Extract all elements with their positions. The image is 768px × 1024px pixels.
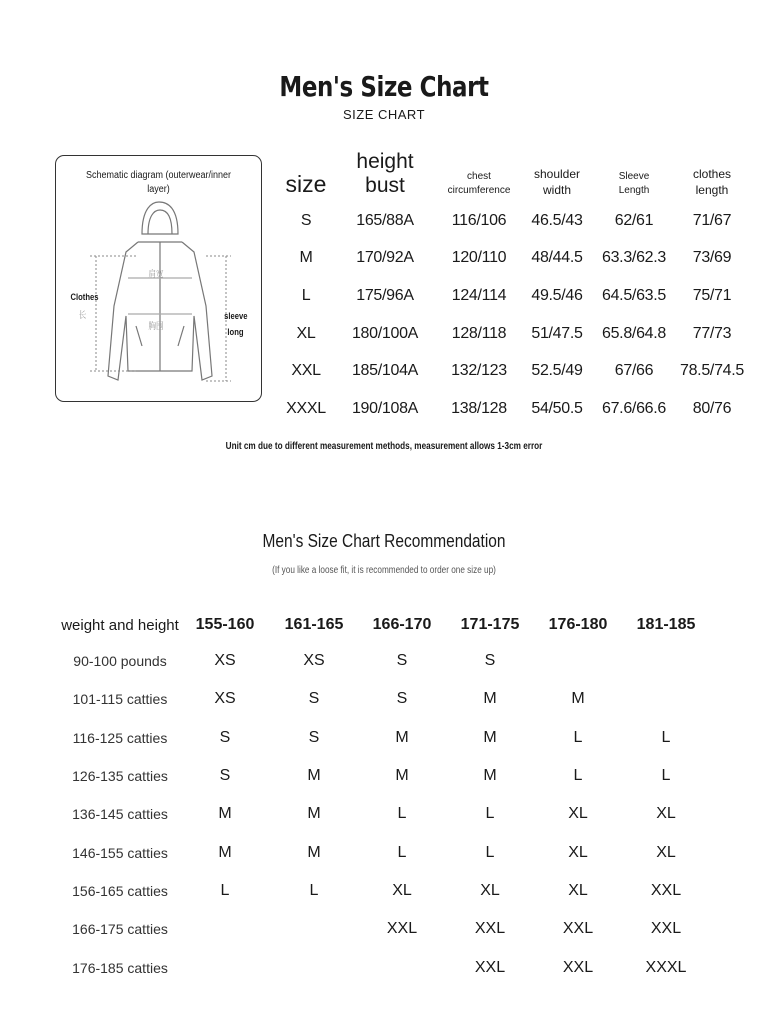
rec-size-cell: XL xyxy=(568,881,588,899)
rec-size-cell: M xyxy=(218,805,232,823)
size-label-cell: XL xyxy=(296,324,316,342)
size-value-cell: 46.5/43 xyxy=(531,211,583,229)
rec-weight-cell: 176-185 catties xyxy=(72,959,168,976)
rec-size-cell: XL xyxy=(656,805,676,823)
size-table xyxy=(280,150,750,428)
rec-size-cell: S xyxy=(396,690,408,708)
rec-header-height: 166-170 xyxy=(372,616,432,633)
size-value-cell: 80/76 xyxy=(692,399,732,417)
header-clothes-length: clothes length xyxy=(692,167,732,197)
rec-size-cell xyxy=(180,910,270,948)
rec-row xyxy=(60,642,710,680)
rec-size-cell: L xyxy=(220,881,230,899)
rec-size-cell: XS xyxy=(303,652,325,670)
rec-size-cell: XXL xyxy=(650,881,682,899)
rec-row xyxy=(60,757,710,795)
rec-size-cell xyxy=(534,642,622,680)
rec-size-cell: M xyxy=(307,805,321,823)
rec-size-cell: S xyxy=(219,728,231,746)
rec-size-cell: M xyxy=(483,767,497,785)
rec-row xyxy=(60,795,710,833)
rec-header-height: 161-165 xyxy=(284,616,344,633)
rec-row xyxy=(60,680,710,718)
rec-size-cell: S xyxy=(219,767,231,785)
size-row xyxy=(280,277,750,315)
rec-size-cell: M xyxy=(307,767,321,785)
label-shoulder-cn: 肩宽 xyxy=(148,269,164,279)
label-clothes-cn: 长 xyxy=(78,310,87,320)
header-height-bust: height bust xyxy=(356,150,414,197)
size-value-cell: 180/100A xyxy=(351,324,419,342)
rec-size-cell: XXL xyxy=(386,920,418,938)
rec-weight-cell: 101-115 catties xyxy=(72,691,168,708)
rec-size-cell: XXXL xyxy=(645,958,687,976)
diagram-caption: Schematic diagram (outerwear/inner layer) xyxy=(85,170,232,195)
size-value-cell: 132/123 xyxy=(451,362,507,380)
recommendation-note: (If you like a loose fit, it is recommended to order one size up) xyxy=(272,565,496,576)
header-chest: chest circumference xyxy=(447,171,511,196)
size-row xyxy=(280,390,750,428)
size-value-cell: 190/108A xyxy=(351,399,419,417)
size-value-cell: 63.3/62.3 xyxy=(601,249,667,267)
rec-row xyxy=(60,872,710,910)
rec-header-height: 176-180 xyxy=(548,616,608,633)
label-chest-cn: 胸围 xyxy=(148,321,164,331)
rec-size-cell: XL xyxy=(392,881,412,899)
rec-size-cell: XL xyxy=(568,805,588,823)
rec-size-cell: XXL xyxy=(474,958,506,976)
size-value-cell: 51/47.5 xyxy=(531,324,583,342)
size-label-cell: XXXL xyxy=(286,399,326,417)
size-value-cell: 75/71 xyxy=(692,286,732,304)
rec-size-cell: S xyxy=(308,690,320,708)
label-clothes: Clothes xyxy=(70,292,99,302)
rec-header-height: 181-185 xyxy=(636,616,696,633)
size-value-cell: 170/92A xyxy=(356,249,414,267)
rec-weight-cell: 116-125 catties xyxy=(72,729,168,746)
header-size: size xyxy=(285,171,327,197)
size-value-cell: 54/50.5 xyxy=(531,399,583,417)
rec-size-cell: L xyxy=(485,843,495,861)
label-long: long xyxy=(227,327,244,337)
rec-size-cell: XXL xyxy=(474,920,506,938)
header-sleeve: Sleeve Length xyxy=(618,171,650,196)
schematic-diagram-box xyxy=(55,155,262,402)
size-value-cell: 62/61 xyxy=(614,211,654,229)
size-row xyxy=(280,352,750,390)
size-value-cell: 71/67 xyxy=(692,211,732,229)
size-value-cell: 185/104A xyxy=(351,362,419,380)
size-value-cell: 124/114 xyxy=(451,286,507,304)
rec-row xyxy=(60,833,710,871)
rec-size-cell: M xyxy=(483,690,497,708)
measurement-note: Unit cm due to different measurement methods, measurement allows 1-3cm error xyxy=(225,441,543,452)
rec-size-cell: M xyxy=(395,728,409,746)
size-value-cell: 120/110 xyxy=(451,249,507,267)
rec-size-cell: S xyxy=(484,652,496,670)
size-value-cell: 67/66 xyxy=(614,362,654,380)
rec-size-cell: L xyxy=(661,767,671,785)
rec-size-cell: L xyxy=(485,805,495,823)
label-sleeve: sleeve xyxy=(224,311,248,321)
rec-size-cell xyxy=(270,910,358,948)
size-value-cell: 116/106 xyxy=(451,211,507,229)
rec-size-cell: XS xyxy=(214,652,236,670)
rec-size-cell: L xyxy=(661,728,671,746)
size-value-cell: 48/44.5 xyxy=(531,249,583,267)
rec-size-cell xyxy=(622,680,710,718)
rec-row xyxy=(60,910,710,948)
rec-header-height: 171-175 xyxy=(460,616,520,633)
rec-weight-cell: 166-175 catties xyxy=(72,921,168,938)
rec-size-cell xyxy=(622,642,710,680)
size-row xyxy=(280,240,750,278)
size-row xyxy=(280,202,750,240)
rec-size-cell: M xyxy=(571,690,585,708)
size-value-cell: 138/128 xyxy=(451,399,507,417)
size-value-cell: 175/96A xyxy=(356,286,414,304)
rec-size-cell: L xyxy=(573,728,583,746)
rec-size-cell: S xyxy=(396,652,408,670)
rec-row xyxy=(60,948,710,986)
rec-size-cell: XXL xyxy=(562,958,594,976)
rec-size-cell: XL xyxy=(656,843,676,861)
size-value-cell: 77/73 xyxy=(692,324,732,342)
size-value-cell: 67.6/66.6 xyxy=(601,399,667,417)
rec-size-cell xyxy=(180,948,270,986)
rec-size-cell: XL xyxy=(568,843,588,861)
rec-header-label: weight and height xyxy=(61,616,179,634)
size-value-cell: 165/88A xyxy=(356,211,414,229)
rec-size-cell: L xyxy=(397,805,407,823)
size-value-cell: 64.5/63.5 xyxy=(601,286,667,304)
rec-size-cell: XXL xyxy=(650,920,682,938)
size-label-cell: M xyxy=(299,249,313,267)
rec-size-cell: XL xyxy=(480,881,500,899)
rec-size-cell: L xyxy=(397,843,407,861)
rec-size-cell: M xyxy=(395,767,409,785)
size-label-cell: XXL xyxy=(291,362,321,380)
rec-size-cell: XS xyxy=(214,690,236,708)
rec-size-cell: M xyxy=(307,843,321,861)
recommendation-table xyxy=(60,608,710,987)
size-label-cell: S xyxy=(300,211,312,229)
rec-weight-cell: 90-100 pounds xyxy=(73,653,167,670)
size-value-cell: 49.5/46 xyxy=(531,286,583,304)
rec-weight-cell: 126-135 catties xyxy=(72,768,168,785)
recommendation-title: Men's Size Chart Recommendation xyxy=(262,531,506,551)
rec-size-cell: M xyxy=(483,728,497,746)
rec-size-cell xyxy=(358,948,446,986)
page-title: Men's Size Chart xyxy=(279,70,489,103)
rec-size-cell: M xyxy=(218,843,232,861)
size-value-cell: 128/118 xyxy=(451,324,507,342)
size-label-cell: L xyxy=(301,286,311,304)
size-row xyxy=(280,315,750,353)
rec-weight-cell: 146-155 catties xyxy=(72,844,168,861)
rec-row xyxy=(60,719,710,757)
rec-size-cell: XXL xyxy=(562,920,594,938)
size-value-cell: 78.5/74.5 xyxy=(679,362,745,380)
size-value-cell: 52.5/49 xyxy=(531,362,583,380)
rec-weight-cell: 136-145 catties xyxy=(72,806,168,823)
header-shoulder: shoulder width xyxy=(533,167,581,197)
rec-size-cell: L xyxy=(573,767,583,785)
size-value-cell: 65.8/64.8 xyxy=(601,324,667,342)
rec-weight-cell: 156-165 catties xyxy=(72,882,168,899)
size-value-cell: 73/69 xyxy=(692,249,732,267)
rec-size-cell: S xyxy=(308,728,320,746)
rec-size-cell xyxy=(270,948,358,986)
rec-header-height: 155-160 xyxy=(195,616,255,633)
rec-size-cell: L xyxy=(309,881,319,899)
page-subtitle: SIZE CHART xyxy=(342,107,426,122)
